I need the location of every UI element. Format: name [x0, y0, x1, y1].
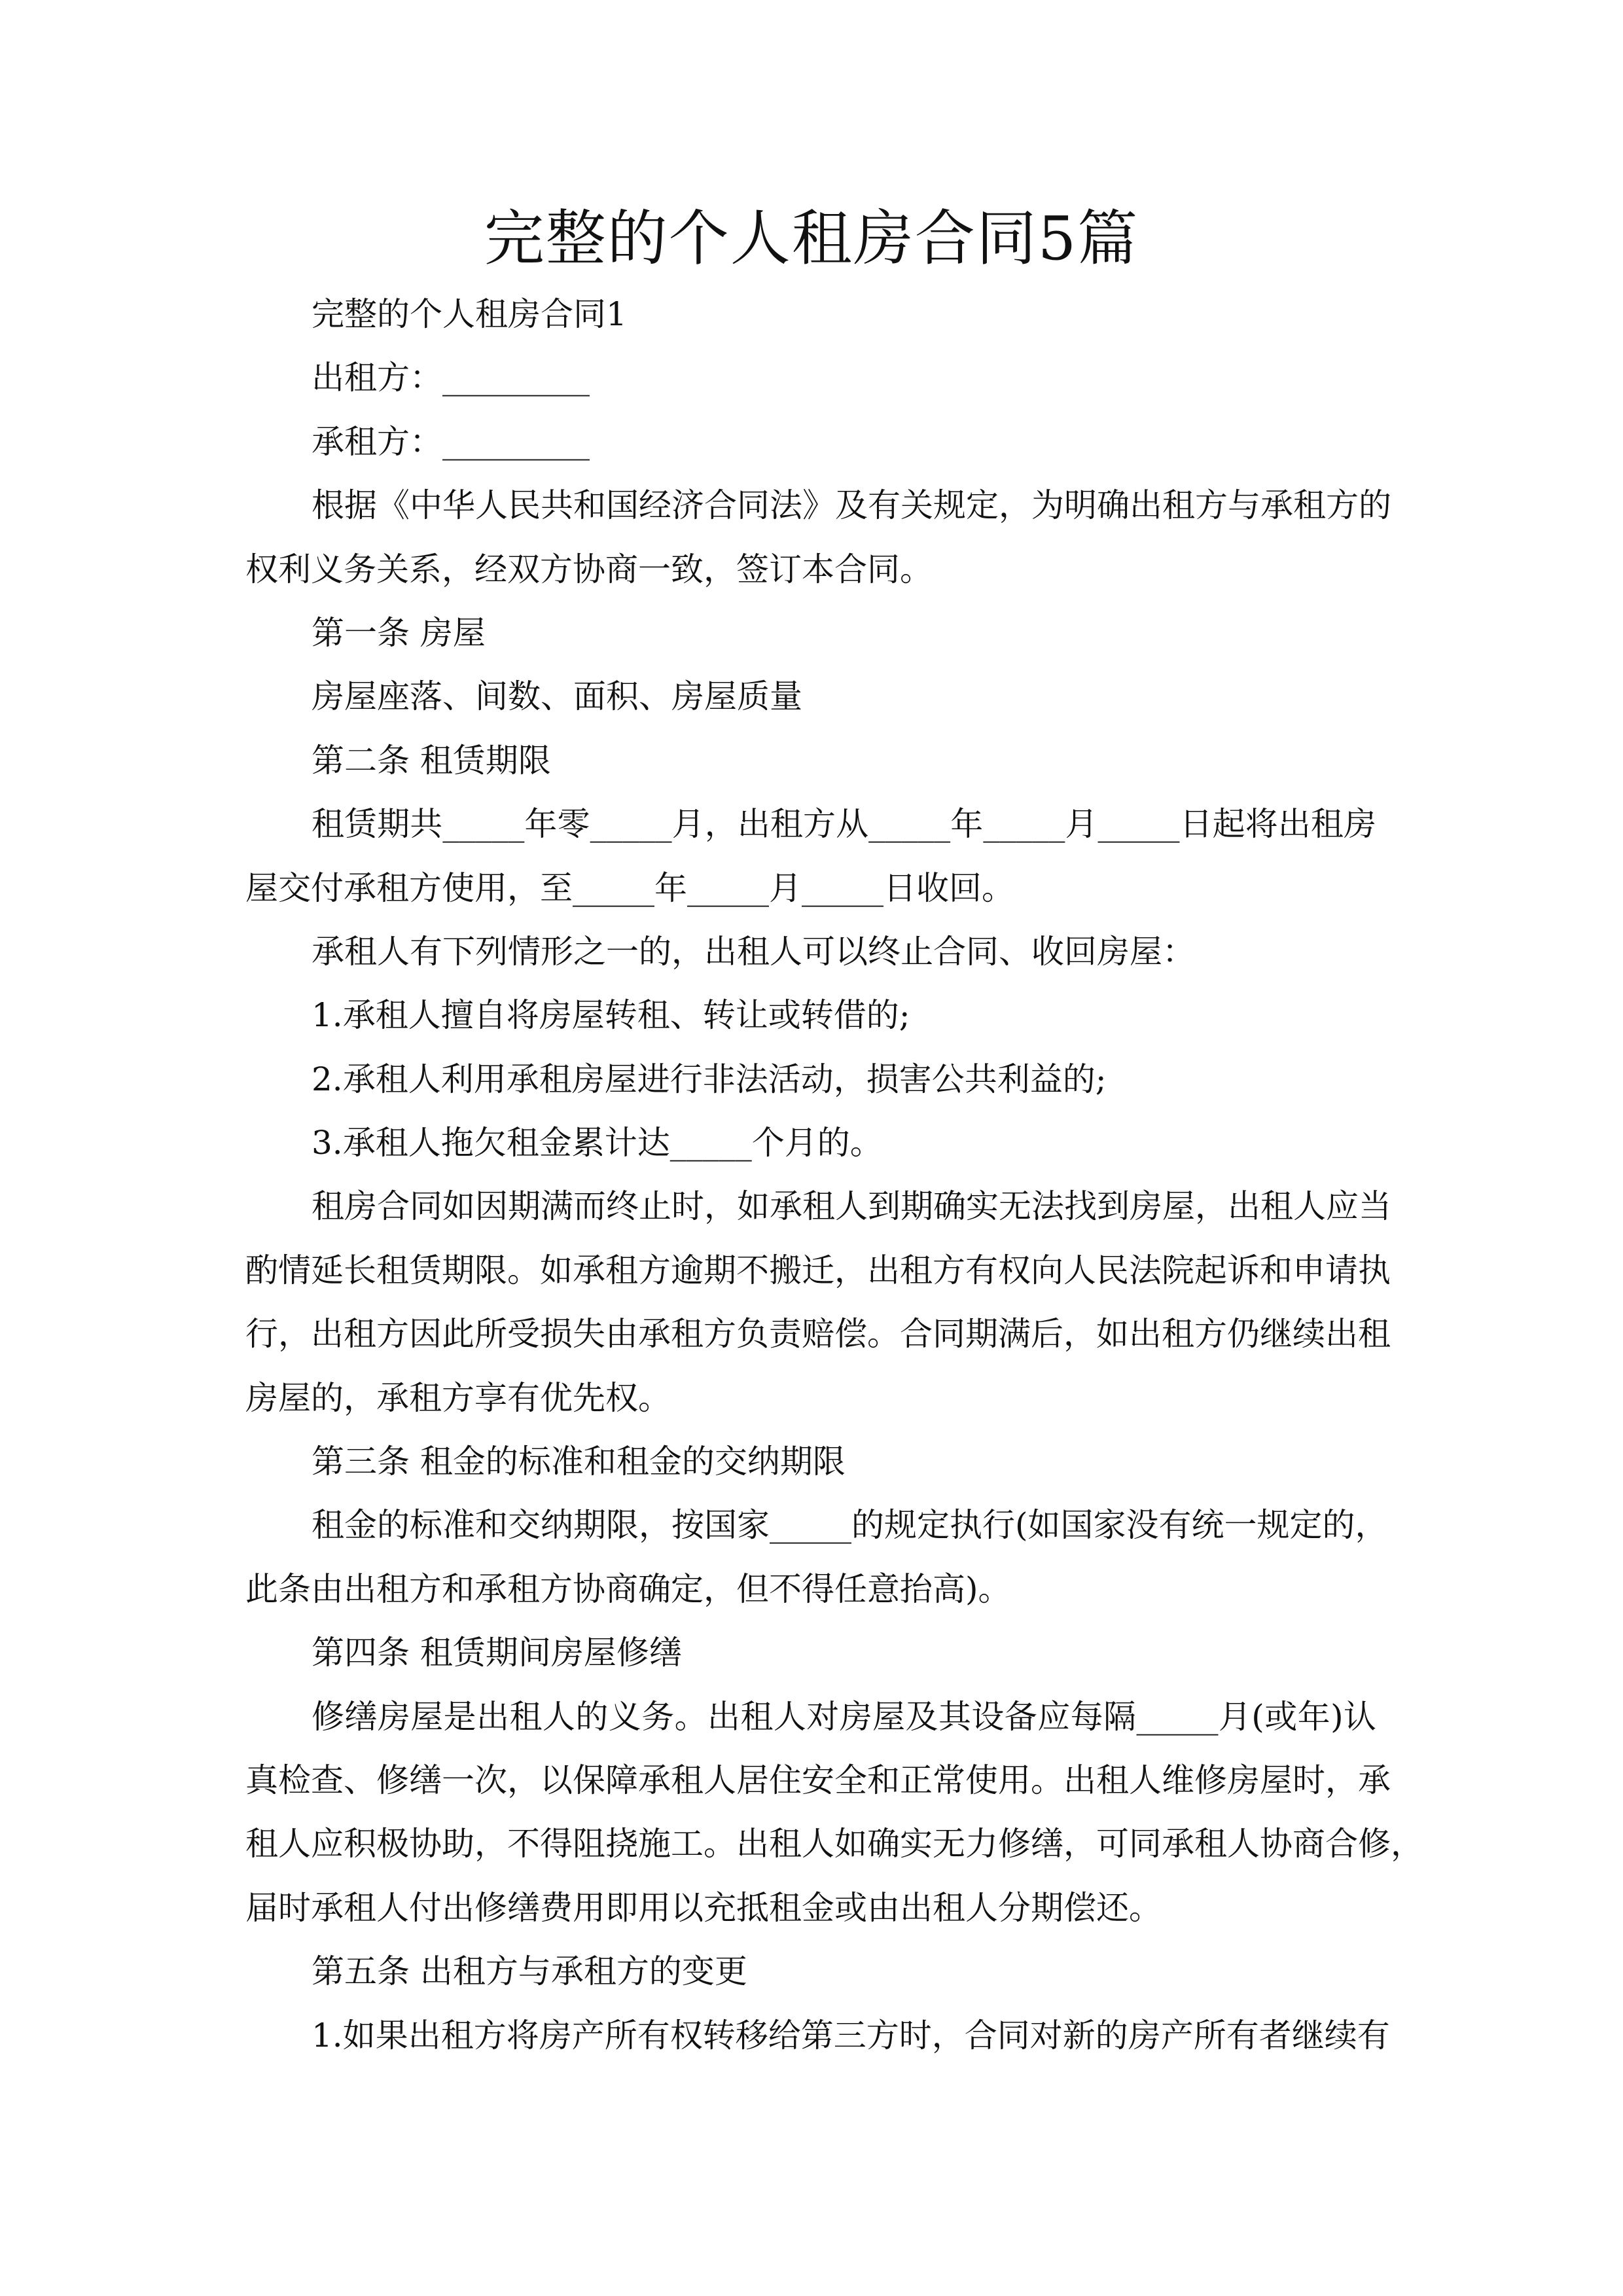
paragraph [245, 1494, 1388, 1621]
paragraph-line: 第三条 租金的标准和租金的交纳期限 [312, 1443, 846, 1481]
paragraph-line: 权利义务关系，经双方协商一致，签订本合同。 [245, 550, 933, 588]
paragraph-line: 届时承租人付出修缮费用即用以充抵租金或由出租人分期偿还。 [245, 1888, 1162, 1927]
paragraph [245, 665, 1376, 728]
paragraph-line: 承租方：_________ [312, 422, 590, 461]
paragraph [245, 1175, 1391, 1430]
paragraph [245, 410, 1376, 474]
paragraph-line: 完整的个人租房合同1 [312, 295, 627, 333]
paragraph-line: 屋交付承租方使用，至_____年_____月_____日收回。 [245, 869, 1014, 907]
paragraph [245, 1430, 1376, 1494]
document-body [245, 283, 1423, 2068]
paragraph-line: 第二条 租赁期限 [312, 741, 551, 780]
paragraph [245, 1048, 1376, 1111]
paragraph-line: 1.承租人擅自将房屋转租、转让或转借的; [312, 996, 910, 1035]
paragraph-line: 真检查、修缮一次，以保障承租人居住安全和正常使用。出租人维修房屋时，承 [245, 1761, 1391, 1799]
paragraph [245, 1940, 1376, 2003]
paragraph-line: 根据《中华人民共和国经济合同法》及有关规定，为明确出租方与承租方的 [312, 486, 1391, 525]
paragraph-line: 承租人有下列情形之一的，出租人可以终止合同、收回房屋： [312, 932, 1195, 971]
paragraph-line: 租赁期共_____年零_____月，出租方从_____年_____月_____日起将出租房 [312, 805, 1376, 844]
paragraph [245, 1685, 1423, 1941]
paragraph-line: 租房合同如因期满而终止时，如承租人到期确实无法找到房屋，出租人应当 [312, 1187, 1391, 1226]
paragraph-line: 第四条 租赁期间房屋修缮 [312, 1634, 682, 1672]
paragraph [245, 283, 1376, 346]
document-title: 完整的个人租房合同5篇 [484, 204, 1139, 274]
paragraph [245, 793, 1376, 920]
paragraph-line: 修缮房屋是出租人的义务。出租人对房屋及其设备应每隔_____月(或年)认 [312, 1697, 1376, 1736]
paragraph [245, 920, 1376, 984]
paragraph [245, 2004, 1390, 2068]
paragraph [245, 474, 1391, 601]
paragraph [245, 1621, 1376, 1685]
paragraph-line: 3.承租人拖欠租金累计达_____个月的。 [312, 1124, 883, 1162]
paragraph [245, 984, 1376, 1047]
paragraph-line: 2.承租人利用承租房屋进行非法活动，损害公共利益的; [312, 1060, 1107, 1098]
paragraph-line: 酌情延长租赁期限。如承租方逾期不搬迁，出租方有权向人民法院起诉和申请执 [245, 1251, 1391, 1289]
paragraph-line: 租人应积极协助，不得阻挠施工。出租人如确实无力修缮，可同承租人协商合修， [245, 1825, 1423, 1863]
paragraph [245, 346, 1376, 410]
paragraph-line: 1.如果出租方将房产所有权转移给第三方时，合同对新的房产所有者继续有 [312, 2016, 1390, 2054]
paragraph-line: 第五条 出租方与承租方的变更 [312, 1952, 747, 1991]
paragraph-line: 第一条 房屋 [312, 613, 486, 652]
paragraph-line: 租金的标准和交纳期限，按国家_____的规定执行(如国家没有统一规定的， [312, 1506, 1388, 1545]
paragraph [245, 729, 1376, 793]
paragraph [245, 601, 1376, 665]
paragraph [245, 1111, 1376, 1175]
paragraph-line: 出租方：_________ [312, 359, 590, 397]
paragraph-line: 行，出租方因此所受损失由承租方负责赔偿。合同期满后，如出租方仍继续出租 [245, 1315, 1391, 1354]
paragraph-line: 房屋座落、间数、面积、房屋质量 [312, 677, 802, 716]
paragraph-line: 房屋的，承租方享有优先权。 [245, 1378, 671, 1417]
paragraph-line: 此条由出租方和承租方协商确定，但不得任意抬高)。 [245, 1570, 1011, 1608]
